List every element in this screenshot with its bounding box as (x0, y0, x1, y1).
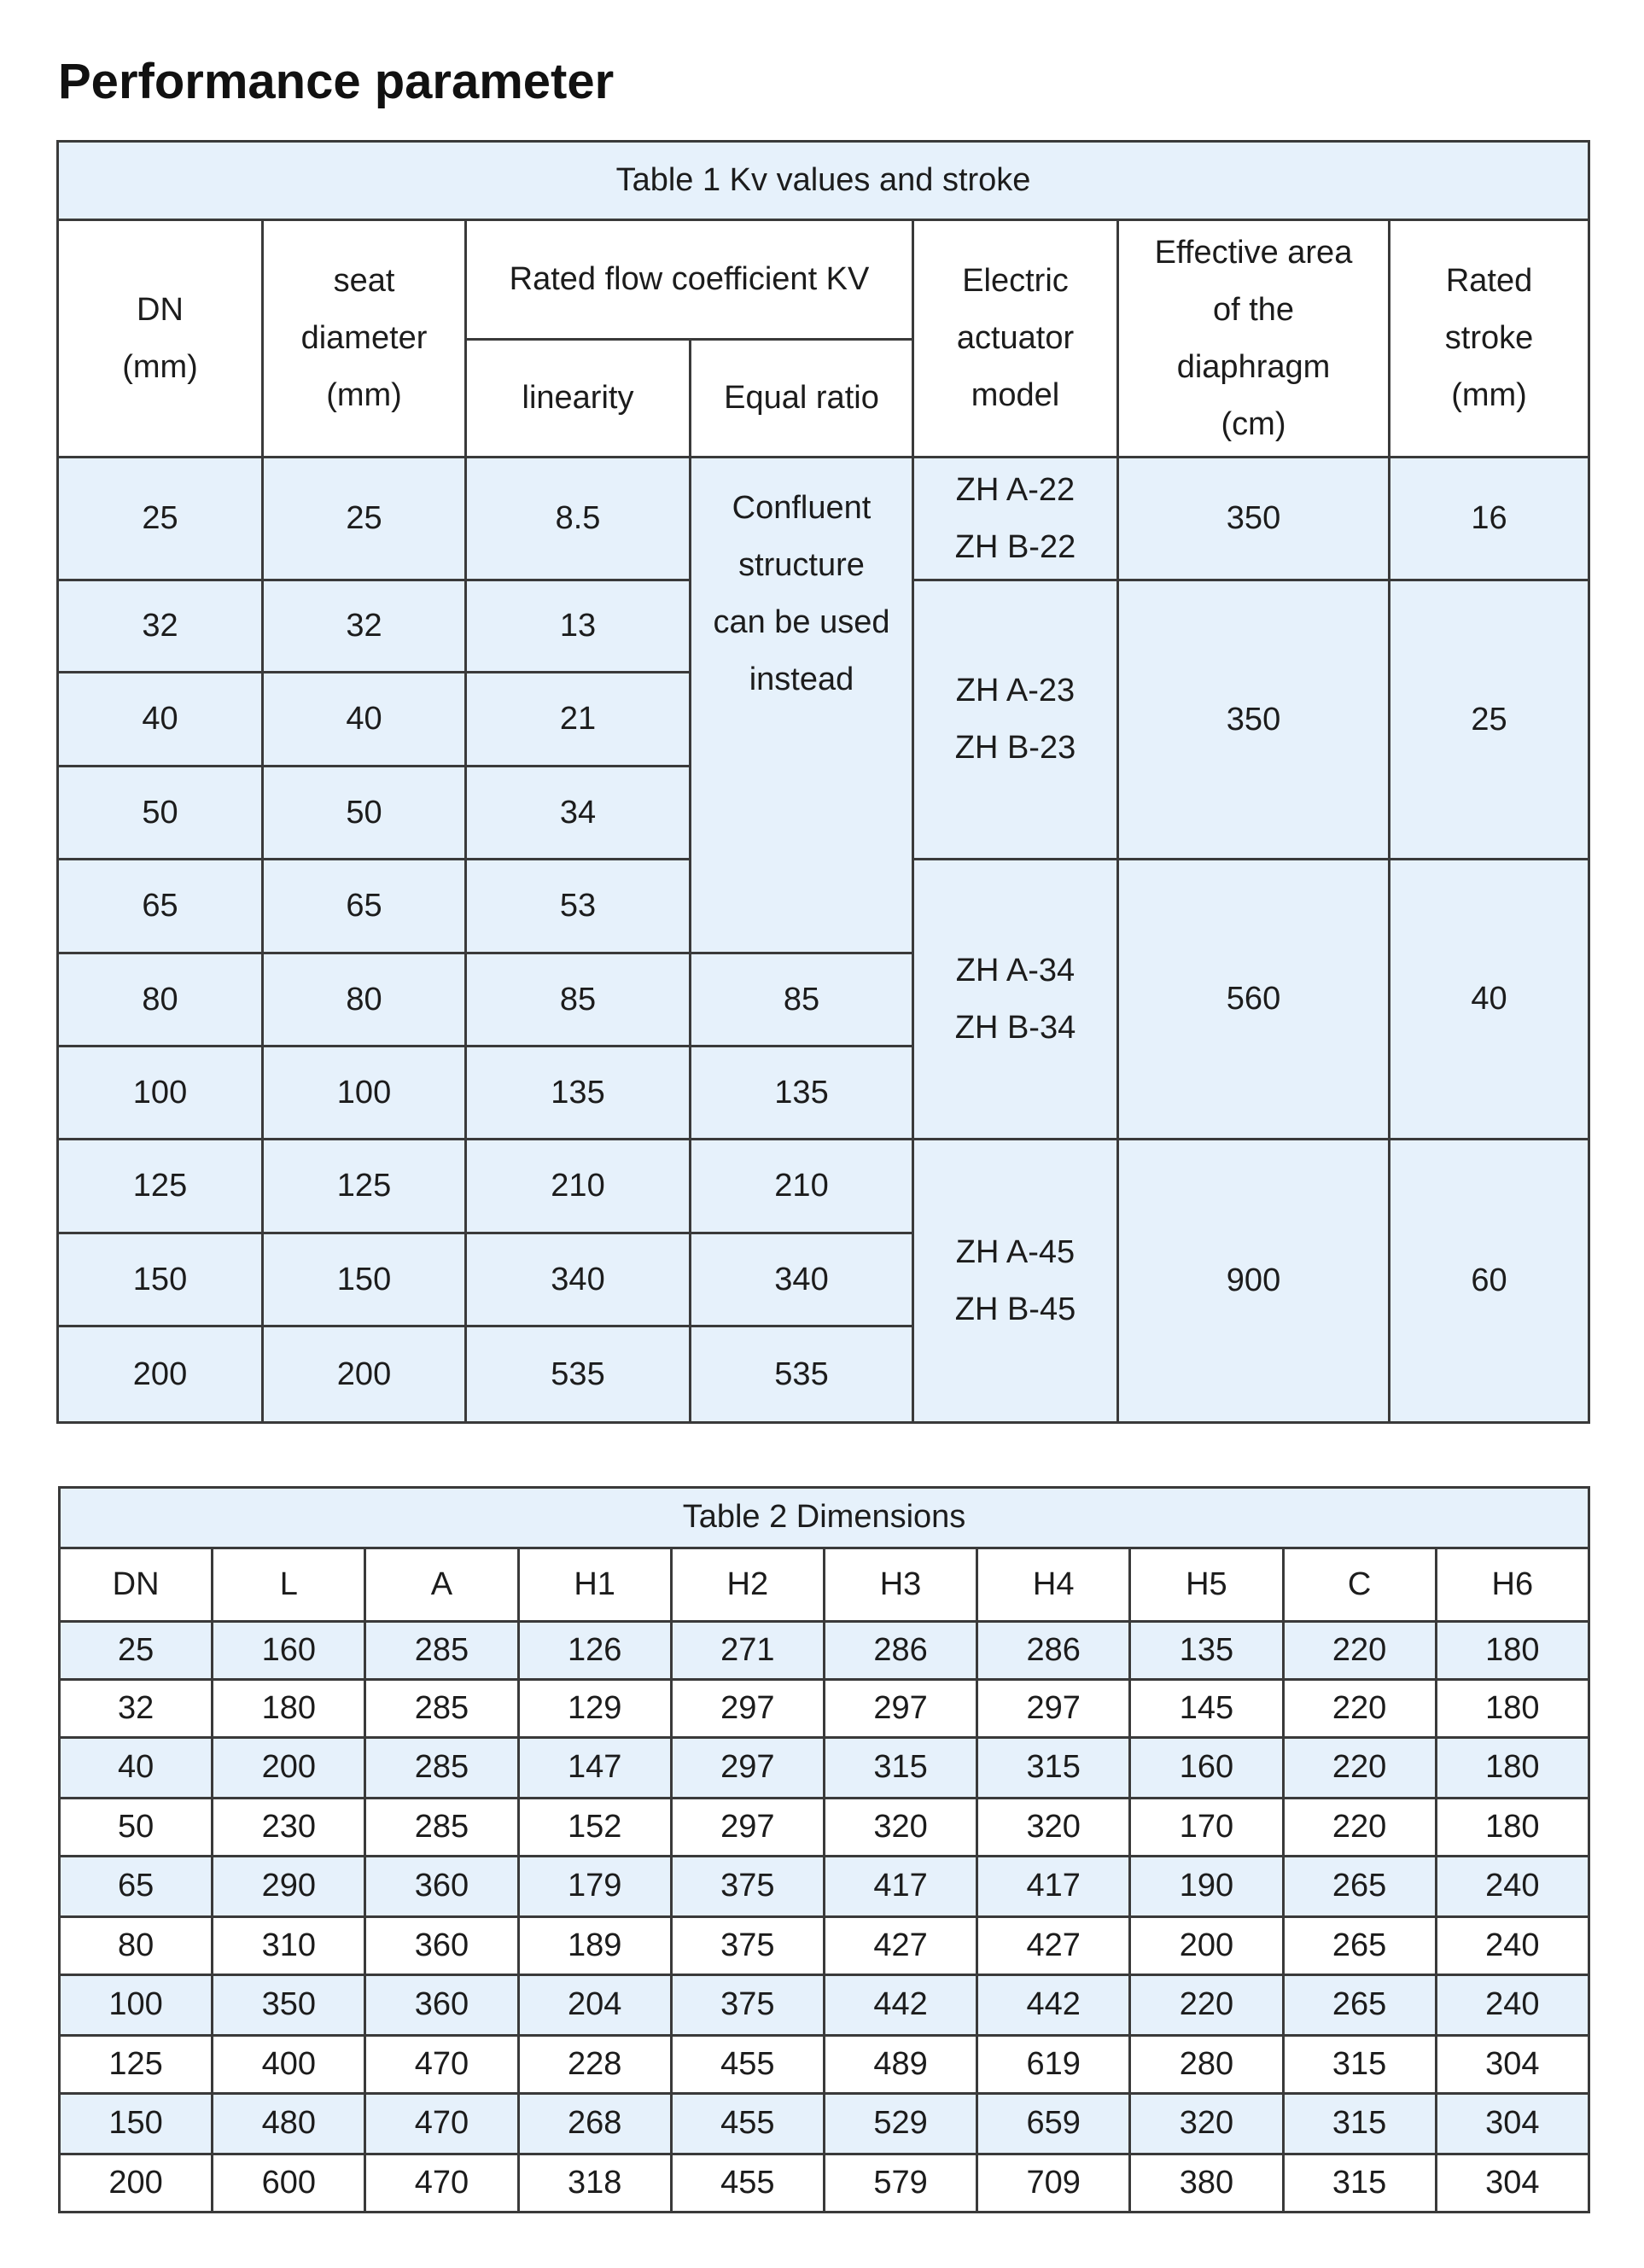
cell-dn: 65 (58, 860, 263, 953)
cell-seat: 25 (263, 458, 466, 580)
table-cell: 180 (1436, 1799, 1589, 1857)
cell-linearity: 8.5 (466, 458, 691, 580)
header-seat-line2: diameter (300, 320, 428, 356)
cell-linearity: 34 (466, 767, 691, 860)
page-title: Performance parameter (58, 54, 615, 109)
cell-seat: 100 (263, 1047, 466, 1140)
cell-dn: 40 (58, 673, 263, 767)
cell-area: 560 (1118, 860, 1390, 1140)
actuator-a: ZH A-45 (955, 1233, 1076, 1270)
table-cell: 417 (977, 1857, 1130, 1917)
table-cell: 220 (1130, 1975, 1283, 2036)
cell-linearity: 85 (466, 953, 691, 1047)
table-row (60, 2094, 1589, 2154)
table-row (60, 2036, 1589, 2094)
table-cell: 427 (977, 1917, 1130, 1975)
cell-linearity: 210 (466, 1140, 691, 1233)
header-seat-unit: (mm) (326, 377, 402, 413)
column-header: H2 (671, 1548, 824, 1622)
header-effective-area (1118, 220, 1390, 458)
table-cell: 200 (1130, 1917, 1283, 1975)
table-cell: 297 (671, 1738, 824, 1799)
table-cell: 280 (1130, 2036, 1283, 2094)
table-cell: 135 (1130, 1622, 1283, 1680)
header-dn (58, 220, 263, 458)
header-actuator (913, 220, 1118, 458)
table-cell: 180 (213, 1680, 365, 1738)
table-cell: 200 (213, 1738, 365, 1799)
cell-stroke: 60 (1390, 1140, 1589, 1423)
header-dn-unit: (mm) (122, 348, 198, 385)
cell-linearity: 53 (466, 860, 691, 953)
confluent-line2: structure (738, 547, 865, 583)
cell-seat: 50 (263, 767, 466, 860)
kv-values-table (56, 140, 1590, 1424)
table-cell: 455 (671, 2154, 824, 2213)
table-cell: 160 (213, 1622, 365, 1680)
table-cell: 455 (671, 2036, 824, 2094)
confluent-note (691, 458, 913, 953)
header-actuator-line2: actuator (956, 320, 1075, 356)
table-cell: 265 (1283, 1917, 1436, 1975)
table-cell: 360 (365, 1857, 518, 1917)
dimensions-table (58, 1486, 1590, 2213)
cell-area: 350 (1118, 580, 1390, 860)
table-cell: 125 (60, 2036, 213, 2094)
table-row (60, 1857, 1589, 1917)
cell-equal-ratio: 210 (691, 1140, 913, 1233)
table-cell: 297 (671, 1799, 824, 1857)
cell-equal-ratio: 340 (691, 1233, 913, 1326)
table-row (60, 1799, 1589, 1857)
column-header: C (1283, 1548, 1436, 1622)
table-cell: 297 (671, 1680, 824, 1738)
table-cell: 25 (60, 1622, 213, 1680)
table-cell: 240 (1436, 1917, 1589, 1975)
table-cell: 470 (365, 2036, 518, 2094)
table-cell: 427 (824, 1917, 976, 1975)
table-cell: 304 (1436, 2154, 1589, 2213)
table-cell: 271 (671, 1622, 824, 1680)
table-cell: 320 (824, 1799, 976, 1857)
header-linearity: linearity (466, 340, 691, 458)
cell-dn: 200 (58, 1326, 263, 1423)
table-cell: 297 (824, 1680, 976, 1738)
column-header: H6 (1436, 1548, 1589, 1622)
table-cell: 297 (977, 1680, 1130, 1738)
table-cell: 315 (1283, 2094, 1436, 2154)
table-cell: 180 (1436, 1680, 1589, 1738)
column-header: H5 (1130, 1548, 1283, 1622)
table-cell: 709 (977, 2154, 1130, 2213)
header-area-unit: (cm) (1221, 405, 1286, 442)
table-cell: 152 (518, 1799, 671, 1857)
table-cell: 480 (213, 2094, 365, 2154)
table-cell: 180 (1436, 1622, 1589, 1680)
column-header: H4 (977, 1548, 1130, 1622)
table-cell: 145 (1130, 1680, 1283, 1738)
cell-equal-ratio: 135 (691, 1047, 913, 1140)
table-cell: 380 (1130, 2154, 1283, 2213)
column-header: H1 (518, 1548, 671, 1622)
table-cell: 285 (365, 1680, 518, 1738)
table-cell: 318 (518, 2154, 671, 2213)
column-header: A (365, 1548, 518, 1622)
table-row (60, 1738, 1589, 1799)
actuator-b: ZH B-45 (954, 1291, 1076, 1327)
table-cell: 304 (1436, 2036, 1589, 2094)
table-cell: 40 (60, 1738, 213, 1799)
cell-actuator (913, 1140, 1118, 1423)
header-rated-stroke (1390, 220, 1589, 458)
table-cell: 230 (213, 1799, 365, 1857)
table-cell: 442 (824, 1975, 976, 2036)
actuator-b: ZH B-22 (954, 528, 1076, 565)
table-cell: 320 (977, 1799, 1130, 1857)
table2-caption: Table 2 Dimensions (60, 1488, 1589, 1548)
table-cell: 129 (518, 1680, 671, 1738)
table-row (60, 1680, 1589, 1738)
cell-equal-ratio: 535 (691, 1326, 913, 1423)
table-cell: 220 (1283, 1799, 1436, 1857)
table-cell: 170 (1130, 1799, 1283, 1857)
actuator-a: ZH A-34 (955, 952, 1076, 988)
cell-area: 900 (1118, 1140, 1390, 1423)
actuator-a: ZH A-22 (955, 471, 1076, 508)
table-row (60, 2154, 1589, 2213)
cell-equal-ratio: 85 (691, 953, 913, 1047)
table-cell: 320 (1130, 2094, 1283, 2154)
table-cell: 619 (977, 2036, 1130, 2094)
header-seat-diameter (263, 220, 466, 458)
cell-seat: 200 (263, 1326, 466, 1423)
cell-actuator (913, 458, 1118, 580)
cell-linearity: 340 (466, 1233, 691, 1326)
table-row (60, 1975, 1589, 2036)
cell-linearity: 535 (466, 1326, 691, 1423)
table-cell: 240 (1436, 1975, 1589, 2036)
header-area-line2: of the (1212, 291, 1295, 328)
table-cell: 220 (1283, 1680, 1436, 1738)
header-actuator-line1: Electric (962, 263, 1069, 299)
cell-seat: 125 (263, 1140, 466, 1233)
table-cell: 290 (213, 1857, 365, 1917)
table-row (60, 1622, 1589, 1680)
cell-dn: 125 (58, 1140, 263, 1233)
table-cell: 455 (671, 2094, 824, 2154)
table-cell: 180 (1436, 1738, 1589, 1799)
table-cell: 600 (213, 2154, 365, 2213)
table-cell: 126 (518, 1622, 671, 1680)
table-cell: 150 (60, 2094, 213, 2154)
table-cell: 417 (824, 1857, 976, 1917)
table-cell: 304 (1436, 2094, 1589, 2154)
table-cell: 268 (518, 2094, 671, 2154)
header-dn-line: DN (137, 291, 184, 328)
table-cell: 147 (518, 1738, 671, 1799)
table-cell: 310 (213, 1917, 365, 1975)
table-row (58, 458, 1589, 580)
table-cell: 286 (824, 1622, 976, 1680)
table-cell: 204 (518, 1975, 671, 2036)
cell-dn: 32 (58, 580, 263, 673)
cell-seat: 80 (263, 953, 466, 1047)
table-cell: 220 (1283, 1622, 1436, 1680)
table-cell: 470 (365, 2094, 518, 2154)
cell-seat: 150 (263, 1233, 466, 1326)
header-kv: Rated flow coefficient KV (466, 220, 913, 340)
table-cell: 265 (1283, 1975, 1436, 2036)
confluent-line4: instead (749, 662, 854, 697)
table-row (58, 1140, 1589, 1233)
cell-dn: 150 (58, 1233, 263, 1326)
cell-dn: 100 (58, 1047, 263, 1140)
table-cell: 285 (365, 1738, 518, 1799)
column-header: H3 (824, 1548, 976, 1622)
header-stroke-unit: (mm) (1451, 377, 1527, 413)
cell-linearity: 135 (466, 1047, 691, 1140)
cell-stroke: 16 (1390, 458, 1589, 580)
cell-dn: 50 (58, 767, 263, 860)
table-cell: 375 (671, 1975, 824, 2036)
table-cell: 220 (1283, 1738, 1436, 1799)
table-cell: 80 (60, 1917, 213, 1975)
table-cell: 285 (365, 1622, 518, 1680)
table-cell: 65 (60, 1857, 213, 1917)
table-cell: 50 (60, 1799, 213, 1857)
table-cell: 470 (365, 2154, 518, 2213)
actuator-a: ZH A-23 (955, 673, 1076, 708)
header-stroke-line2: stroke (1444, 320, 1534, 356)
table-cell: 315 (824, 1738, 976, 1799)
table-cell: 360 (365, 1917, 518, 1975)
table2-header-row (60, 1548, 1589, 1622)
table-cell: 228 (518, 2036, 671, 2094)
cell-linearity: 21 (466, 673, 691, 767)
table1-caption: Table 1 Kv values and stroke (58, 142, 1589, 220)
table-cell: 315 (1283, 2154, 1436, 2213)
header-seat-line1: seat (333, 263, 395, 299)
table-cell: 360 (365, 1975, 518, 2036)
cell-dn: 80 (58, 953, 263, 1047)
table-cell: 200 (60, 2154, 213, 2213)
column-header: L (213, 1548, 365, 1622)
table-cell: 285 (365, 1799, 518, 1857)
cell-seat: 40 (263, 673, 466, 767)
table-cell: 350 (213, 1975, 365, 2036)
table-cell: 579 (824, 2154, 976, 2213)
table-cell: 265 (1283, 1857, 1436, 1917)
table-cell: 315 (1283, 2036, 1436, 2094)
header-area-line3: diaphragm (1176, 348, 1331, 385)
table-cell: 286 (977, 1622, 1130, 1680)
header-area-line1: Effective area (1154, 234, 1353, 271)
column-header: DN (60, 1548, 213, 1622)
cell-seat: 32 (263, 580, 466, 673)
actuator-b: ZH B-34 (954, 1009, 1076, 1046)
table-row (60, 1917, 1589, 1975)
confluent-line1: Confluent (732, 490, 872, 526)
table-cell: 160 (1130, 1738, 1283, 1799)
table-cell: 315 (977, 1738, 1130, 1799)
table2-body (60, 1622, 1589, 2213)
cell-stroke: 40 (1390, 860, 1589, 1140)
table-cell: 179 (518, 1857, 671, 1917)
table-cell: 400 (213, 2036, 365, 2094)
cell-stroke: 25 (1390, 580, 1589, 860)
table-cell: 375 (671, 1857, 824, 1917)
table-cell: 189 (518, 1917, 671, 1975)
cell-seat: 65 (263, 860, 466, 953)
table-cell: 190 (1130, 1857, 1283, 1917)
table-cell: 375 (671, 1917, 824, 1975)
table-cell: 100 (60, 1975, 213, 2036)
confluent-line3: can be used (713, 604, 890, 640)
table-cell: 659 (977, 2094, 1130, 2154)
cell-actuator (913, 580, 1118, 860)
table-cell: 529 (824, 2094, 976, 2154)
table-cell: 32 (60, 1680, 213, 1738)
header-actuator-line3: model (971, 377, 1060, 413)
header-equal-ratio: Equal ratio (691, 340, 913, 458)
cell-actuator (913, 860, 1118, 1140)
cell-dn: 25 (58, 458, 263, 580)
header-stroke-line1: Rated (1445, 263, 1533, 299)
table-cell: 240 (1436, 1857, 1589, 1917)
cell-linearity: 13 (466, 580, 691, 673)
actuator-b: ZH B-23 (954, 730, 1076, 766)
table-cell: 489 (824, 2036, 976, 2094)
cell-area: 350 (1118, 458, 1390, 580)
table-cell: 442 (977, 1975, 1130, 2036)
